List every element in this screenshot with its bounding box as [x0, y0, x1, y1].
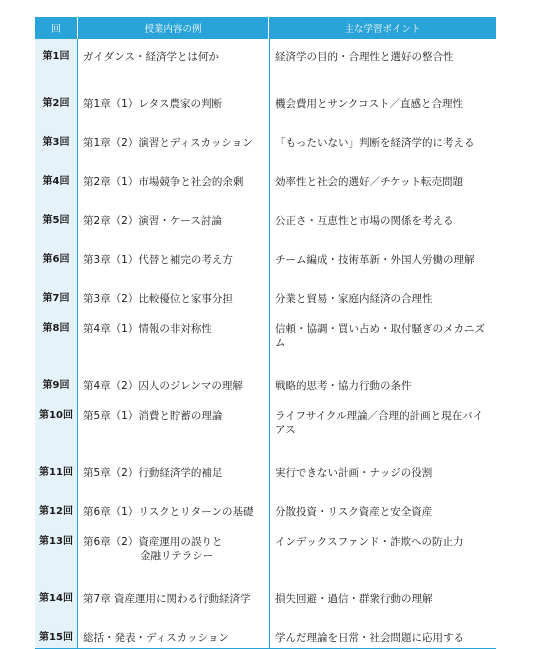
- learning-points: ライフサイクル理論／合理的計画と現在バイアス: [275, 410, 484, 436]
- lesson-content: 第7章 資産運用に関わる行動経済学: [83, 593, 251, 605]
- lesson-content: 第4章（1）情報の非対称性: [83, 323, 212, 335]
- course-schedule-table: [35, 17, 496, 649]
- learning-points: 「もったいない」判断を経済学的に考える: [275, 137, 475, 149]
- lesson-content: 第4章（2）囚人のジレンマの理解: [83, 380, 243, 392]
- table-row: [35, 234, 496, 273]
- learning-points: 戦略的思考・協力行動の条件: [275, 380, 412, 392]
- lesson-content-line1: 第6章（2）資産運用の誤りと: [83, 536, 223, 548]
- learning-points: 分業と貿易・家庭内経済の合理性: [275, 293, 433, 305]
- lesson-content: 第2章（2）演習・ケース討論: [83, 215, 222, 227]
- table-row: [35, 573, 496, 612]
- lesson-content: 第3章（1）代替と補完の考え方: [83, 254, 233, 266]
- session-number: 第14回: [35, 573, 77, 612]
- learning-points: 損失回避・過信・群衆行動の理解: [275, 593, 433, 605]
- table-row: [35, 39, 496, 78]
- table-row: [35, 486, 496, 525]
- table-row: [35, 612, 496, 648]
- table-row: [35, 447, 496, 486]
- lesson-content: 第5章（1）消費と貯蓄の理論: [83, 410, 223, 422]
- session-number: 第1回: [35, 39, 77, 78]
- session-number: 第2回: [35, 78, 77, 117]
- table-row: [35, 117, 496, 156]
- header-content: 授業内容の例: [77, 17, 269, 39]
- learning-points: 実行できない計画・ナッジの役割: [275, 467, 433, 479]
- table-body: [35, 39, 496, 649]
- learning-points: 公正さ・互恵性と市場の関係を考える: [275, 215, 454, 227]
- session-number: 第5回: [35, 195, 77, 234]
- session-number: 第15回: [35, 612, 77, 648]
- learning-points: 分散投資・リスク資産と安全資産: [275, 506, 433, 518]
- session-number: 第4回: [35, 156, 77, 195]
- table-row: [35, 156, 496, 195]
- lesson-content: ガイダンス・経済学とは何か: [83, 51, 219, 63]
- header-points: 主な学習ポイント: [344, 24, 421, 35]
- learning-points: 信頼・協調・買い占め・取付騒ぎのメカニズム: [275, 323, 485, 349]
- learning-points: 学んだ理論を日常・社会問題に応用する: [275, 632, 464, 644]
- session-number: 第9回: [35, 360, 77, 399]
- session-number: 第11回: [35, 447, 77, 486]
- session-number: 第7回: [35, 273, 77, 312]
- lesson-content: 第1章（1）レタス農家の判断: [83, 98, 222, 110]
- table-row: [35, 399, 496, 447]
- session-number: 第3回: [35, 117, 77, 156]
- learning-points: チーム編成・技術革新・外国人労働の理解: [275, 254, 475, 266]
- table-row: [35, 78, 496, 117]
- table-row: [35, 195, 496, 234]
- learning-points: 効率性と社会的選好／チケット転売問題: [275, 176, 464, 188]
- table-header: [35, 17, 496, 39]
- table-row: [35, 312, 496, 360]
- session-number: 第6回: [35, 234, 77, 273]
- session-number: 第13回: [35, 525, 77, 573]
- table-row: [35, 525, 496, 573]
- learning-points: 機会費用とサンクコスト／直感と合理性: [275, 98, 464, 110]
- lesson-content: [77, 525, 269, 563]
- lesson-content: 総括・発表・ディスカッション: [83, 632, 229, 644]
- session-number: 第8回: [35, 312, 77, 360]
- learning-points: 経済学の目的・合理性と選好の整合性: [275, 51, 454, 63]
- session-number: 第10回: [35, 399, 77, 447]
- session-number: 第12回: [35, 486, 77, 525]
- table-row: [35, 360, 496, 399]
- lesson-content: 第1章（2）演習とディスカッション: [83, 137, 253, 149]
- learning-points: インデックスファンド・詐欺への防止力: [275, 536, 464, 548]
- table-row: [35, 273, 496, 312]
- lesson-content: 第6章（1）リスクとリターンの基礎: [83, 506, 254, 518]
- lesson-content: 第3章（2）比較優位と家事分担: [83, 293, 233, 305]
- header-session: 回: [51, 24, 61, 35]
- lesson-content-line2: 金融リテラシー: [140, 550, 214, 562]
- lesson-content: 第2章（1）市場競争と社会的余剰: [83, 176, 244, 188]
- lesson-content: 第5章（2）行動経済学的補足: [83, 467, 223, 479]
